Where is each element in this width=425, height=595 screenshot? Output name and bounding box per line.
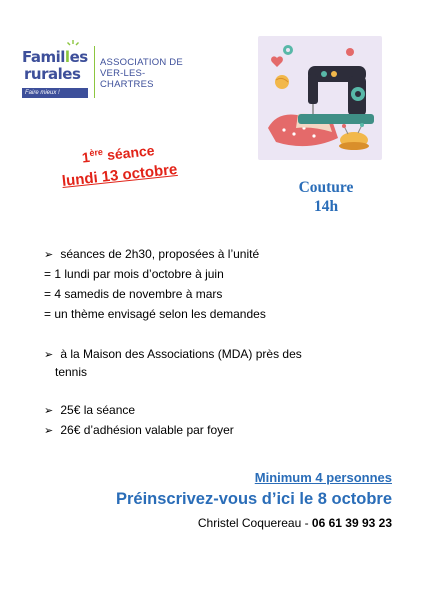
first-session-label: 1ère séance	[81, 142, 156, 166]
event-title	[270, 178, 382, 216]
logo-word-rurales: rurales	[24, 65, 81, 83]
title-time: 14h	[313, 198, 339, 215]
contact-phone: 06 61 39 93 23	[311, 516, 392, 530]
detail-theme: = un thème envisagé selon les demandes	[44, 307, 266, 321]
title-activity: Couture	[298, 179, 354, 196]
contact-info	[198, 516, 392, 530]
association-name: ASSOCIATION DE VER-LES-CHARTRES	[100, 57, 183, 90]
detail-monthly: = 1 lundi par mois d’octobre à juin	[44, 267, 224, 281]
arrow-bullet-icon: ➢	[44, 249, 54, 261]
first-session-date: lundi 13 octobre	[61, 160, 179, 190]
arrow-bullet-icon: ➢	[44, 405, 54, 417]
logo-banner: Faire mieux !	[22, 88, 88, 98]
preregistration-deadline: Préinscrivez-vous d’ici le 8 octobre	[115, 490, 392, 508]
minimum-participants: Minimum 4 personnes	[254, 470, 392, 485]
detail-price: ➢ 25€ la séance	[44, 403, 136, 417]
detail-sessions: ➢ séances de 2h30, proposées à l’unité	[44, 247, 260, 261]
detail-location: ➢ à la Maison des Associations (MDA) près des	[44, 347, 302, 361]
familles-rurales-logo	[22, 40, 197, 102]
sewing-machine-illustration	[258, 36, 382, 160]
sewing-machine-icon	[258, 36, 382, 160]
contact-name: Christel Coquereau -	[197, 516, 312, 530]
arrow-bullet-icon: ➢	[44, 349, 54, 361]
detail-location-cont: tennis	[55, 365, 88, 379]
detail-saturdays: = 4 samedis de novembre à mars	[44, 287, 223, 301]
logo-word-familles: Familles	[22, 48, 88, 66]
logo-separator	[94, 46, 95, 98]
detail-membership: ➢ 26€ d’adhésion valable par foyer	[44, 423, 234, 437]
arrow-bullet-icon: ➢	[44, 425, 54, 437]
